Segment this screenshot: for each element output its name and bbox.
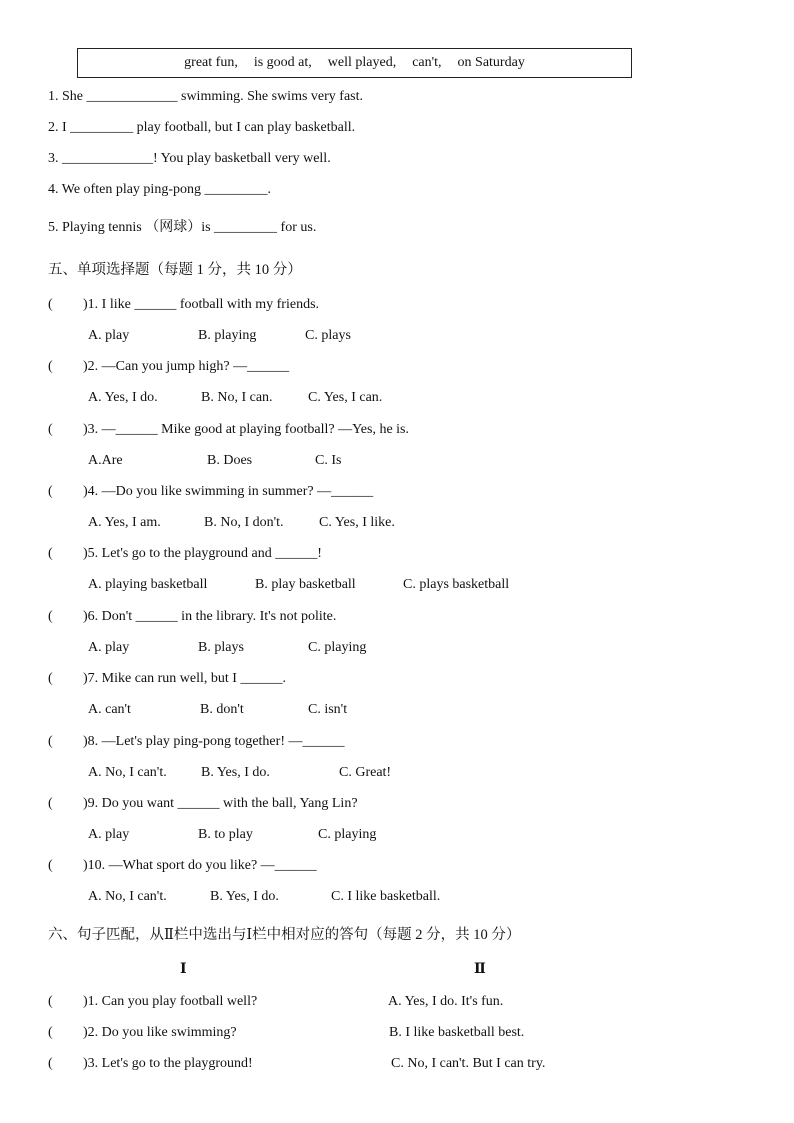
match-answer: A. Yes, I do. It's fun. xyxy=(388,994,504,1009)
question-text: )10. —What sport do you like? —______ xyxy=(83,858,317,873)
answer-option: A. No, I can't. xyxy=(88,889,167,904)
question-text: )4. —Do you like swimming in summer? —______ xyxy=(83,484,374,499)
answer-parenthesis: ( xyxy=(48,422,53,437)
question-text: )9. Do you want ______ with the ball, Yang Lin? xyxy=(83,796,358,811)
answer-option: C. plays xyxy=(305,328,351,343)
answer-option: A. play xyxy=(88,640,130,655)
question-text: )8. —Let's play ping-pong together! —______ xyxy=(83,734,345,749)
answer-parenthesis: ( xyxy=(48,1056,53,1071)
word-bank-item: well played, xyxy=(327,55,397,70)
answer-parenthesis: ( xyxy=(48,297,53,312)
question-text: )6. Don't ______ in the library. It's not polite. xyxy=(83,609,337,624)
answer-parenthesis: ( xyxy=(48,1025,53,1040)
answer-option: A. Yes, I am. xyxy=(88,515,161,530)
answer-parenthesis: ( xyxy=(48,796,53,811)
answer-parenthesis: ( xyxy=(48,546,53,561)
question-text: )5. Let's go to the playground and ______! xyxy=(83,546,322,561)
answer-option: B. play basketball xyxy=(255,577,356,592)
answer-parenthesis: ( xyxy=(48,734,53,749)
word-bank-item: great fun, xyxy=(184,55,238,70)
answer-option: B. No, I can. xyxy=(201,390,273,405)
answer-option: B. Yes, I do. xyxy=(201,765,270,780)
question-text: )2. —Can you jump high? —______ xyxy=(83,359,290,374)
match-question: )1. Can you play football well? xyxy=(83,994,258,1009)
section-5-heading: 五、单项选择题（每题 1 分，共 10 分） xyxy=(48,262,302,278)
answer-option: C. Great! xyxy=(339,765,392,780)
section-6-heading: 六、句子匹配，从Ⅱ栏中选出与Ⅰ栏中相对应的答句（每题 2 分，共 10 分） xyxy=(48,927,521,943)
answer-parenthesis: ( xyxy=(48,671,53,686)
word-bank-item: is good at, xyxy=(253,55,312,70)
answer-option: B. Does xyxy=(207,453,253,468)
fill-in-question: 4. We often play ping-pong _________. xyxy=(48,182,271,197)
answer-option: A. No, I can't. xyxy=(88,765,167,780)
match-answer: C. No, I can't. But I can try. xyxy=(391,1056,546,1071)
fill-in-question: 2. I _________ play football, but I can play basketball. xyxy=(48,120,356,135)
answer-option: B. Yes, I do. xyxy=(210,889,279,904)
answer-option: C. playing xyxy=(318,827,377,842)
answer-option: B. don't xyxy=(200,702,244,717)
column-1-header: Ⅰ xyxy=(180,962,187,977)
answer-option: C. playing xyxy=(308,640,367,655)
fill-in-question: 5. Playing tennis （网球）is _________ for us. xyxy=(48,220,317,235)
match-question: )3. Let's go to the playground! xyxy=(83,1056,253,1071)
answer-option: A.Are xyxy=(88,453,123,468)
answer-option: B. playing xyxy=(198,328,257,343)
answer-option: C. Is xyxy=(315,453,342,468)
word-bank-item: can't, xyxy=(412,55,442,70)
fill-in-question: 1. She _____________ swimming. She swims very fast. xyxy=(48,89,363,104)
word-bank-box xyxy=(77,48,632,78)
match-question: )2. Do you like swimming? xyxy=(83,1025,237,1040)
answer-option: B. No, I don't. xyxy=(204,515,284,530)
answer-option: C. Yes, I like. xyxy=(319,515,395,530)
answer-option: B. plays xyxy=(198,640,244,655)
fill-in-question: 3. _____________! You play basketball very well. xyxy=(48,151,331,166)
answer-option: A. can't xyxy=(88,702,131,717)
match-answer: B. I like basketball best. xyxy=(389,1025,525,1040)
answer-parenthesis: ( xyxy=(48,609,53,624)
answer-option: C. isn't xyxy=(308,702,348,717)
answer-parenthesis: ( xyxy=(48,858,53,873)
answer-parenthesis: ( xyxy=(48,359,53,374)
answer-option: A. play xyxy=(88,328,130,343)
answer-option: A. Yes, I do. xyxy=(88,390,158,405)
column-2-header: Ⅱ xyxy=(474,962,486,977)
answer-option: C. plays basketball xyxy=(403,577,510,592)
question-text: )7. Mike can run well, but I ______. xyxy=(83,671,286,686)
answer-option: C. I like basketball. xyxy=(331,889,441,904)
answer-option: C. Yes, I can. xyxy=(308,390,383,405)
answer-option: B. to play xyxy=(198,827,253,842)
answer-option: A. playing basketball xyxy=(88,577,208,592)
question-text: )1. I like ______ football with my friends. xyxy=(83,297,320,312)
answer-option: A. play xyxy=(88,827,130,842)
question-text: )3. —______ Mike good at playing football? —Yes, he is. xyxy=(83,422,409,437)
word-bank-item: on Saturday xyxy=(457,55,525,70)
answer-parenthesis: ( xyxy=(48,994,53,1009)
answer-parenthesis: ( xyxy=(48,484,53,499)
